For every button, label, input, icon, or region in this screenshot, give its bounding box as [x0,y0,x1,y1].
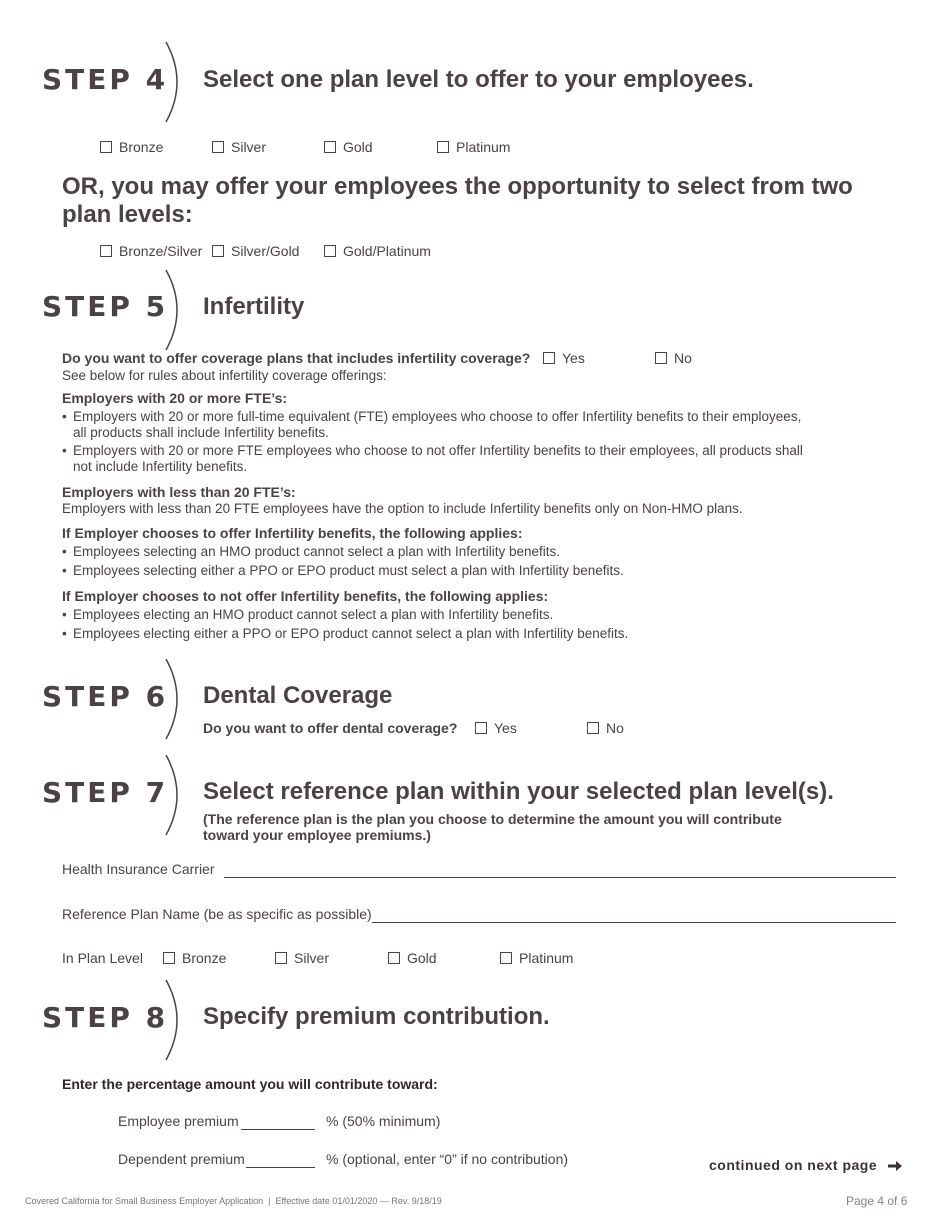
ref-level-bronze[interactable]: Bronze [163,950,226,966]
infertility-no[interactable]: No [655,350,692,366]
employee-premium-input[interactable] [241,1129,315,1130]
employee-premium-label: Employee premium [118,1113,239,1129]
step-5-divider [162,268,192,352]
infertility-rules-intro: See below for rules about infertility coverage offerings: [62,368,387,383]
or-two-plan-levels-heading: OR, you may offer your employees the opportunity to select from two plan levels: [62,173,853,228]
option-gold[interactable]: Gold [324,139,373,155]
dual-plan-level-options [100,243,500,263]
dental-yes[interactable]: Yes [475,720,517,736]
reference-plan-level-options [163,950,663,970]
offer-infertility-heading: If Employer chooses to offer Infertility benefits, the following applies: [62,525,523,541]
step-8-title: Specify premium contribution. [203,1003,550,1030]
group-20-plus-heading: Employers with 20 or more FTE’s: [62,390,288,406]
step-7-label: STEP 7 [42,776,169,809]
ref-level-gold[interactable]: Gold [388,950,437,966]
enter-percentage-heading: Enter the percentage amount you will contribute toward: [62,1076,438,1092]
footer-left: Covered California for Small Business Employer Application | Effective date 01/01/2020 — Rev. 9/18/19 [25,1196,442,1206]
bullet-item: • Employees selecting either a PPO or EPO product must select a plan with Infertility benefits. [62,563,624,578]
checkbox-icon[interactable] [543,352,555,364]
option-silver-gold[interactable]: Silver/Gold [212,243,299,259]
checkbox-icon[interactable] [437,141,449,153]
checkbox-icon[interactable] [212,141,224,153]
step-5-label: STEP 5 [42,290,169,323]
infertility-yes[interactable]: Yes [543,350,585,366]
bullet-item: • Employees selecting an HMO product cannot select a plan with Infertility benefits. [62,544,560,559]
infertility-question: Do you want to offer coverage plans that includes infertility coverage? [62,350,531,366]
step-7-divider [162,753,192,837]
step-6-title: Dental Coverage [203,682,393,709]
checkbox-icon[interactable] [500,952,512,964]
step-7-title: Select reference plan within your selected plan level(s). [203,778,834,805]
checkbox-icon[interactable] [388,952,400,964]
bullet-item: • Employers with 20 or more FTE employees who choose to not offer Infertility benefits to their employees, all products shall not include Infertility benefits. [62,443,803,474]
bullet-item: • Employees electing an HMO product cannot select a plan with Infertility benefits. [62,607,554,622]
checkbox-icon[interactable] [587,722,599,734]
group-less-than-20-text: Employers with less than 20 FTE employees have the option to include Infertility benefits only on Non-HMO plans. [62,501,743,516]
option-platinum[interactable]: Platinum [437,139,510,155]
option-bronze[interactable]: Bronze [100,139,163,155]
checkbox-icon[interactable] [275,952,287,964]
checkbox-icon[interactable] [100,245,112,257]
dental-question: Do you want to offer dental coverage? [203,720,458,736]
step-6-divider [162,657,192,741]
plan-level-label: In Plan Level [62,950,143,966]
checkbox-icon[interactable] [324,245,336,257]
infertility-answer-options [543,350,743,370]
checkbox-icon[interactable] [475,722,487,734]
carrier-label: Health Insurance Carrier [62,861,215,877]
step-7-subtitle-line-1: (The reference plan is the plan you choose to determine the amount you will contribute [203,811,782,827]
step-8-divider [162,978,192,1062]
checkbox-icon[interactable] [212,245,224,257]
single-plan-level-options [100,139,600,159]
dependent-premium-label: Dependent premium [118,1151,245,1167]
option-gold-platinum[interactable]: Gold/Platinum [324,243,431,259]
checkbox-icon[interactable] [163,952,175,964]
bullet-item: • Employers with 20 or more full-time equivalent (FTE) employees who choose to offer Infertility benefits to their employees, all products shall include Infertility benefits. [62,409,802,440]
dependent-premium-note: % (optional, enter “0” if no contribution) [326,1151,569,1167]
dental-no[interactable]: No [587,720,624,736]
step-4-divider [162,40,192,124]
checkbox-icon[interactable] [100,141,112,153]
step-4-title: Select one plan level to offer to your employees. [203,66,754,93]
dependent-premium-input[interactable] [246,1167,315,1168]
carrier-input[interactable] [224,877,896,878]
ref-level-platinum[interactable]: Platinum [500,950,573,966]
plan-name-label: Reference Plan Name (be as specific as possible) [62,906,372,922]
plan-name-input[interactable] [372,922,896,923]
step-8-label: STEP 8 [42,1001,169,1034]
ref-level-silver[interactable]: Silver [275,950,329,966]
bullet-item: • Employees electing either a PPO or EPO product cannot select a plan with Infertility benefits. [62,626,629,641]
step-4-label: STEP 4 [42,63,169,96]
group-less-than-20-heading: Employers with less than 20 FTE’s: [62,484,296,500]
page-number: Page 4 of 6 [846,1194,908,1208]
not-offer-infertility-heading: If Employer chooses to not offer Infertility benefits, the following applies: [62,588,549,604]
option-bronze-silver[interactable]: Bronze/Silver [100,243,202,259]
continued-note: continued on next page [709,1157,902,1173]
step-7-subtitle-line-2: toward your employee premiums.) [203,827,431,843]
arrow-right-icon [888,1161,902,1171]
option-silver[interactable]: Silver [212,139,266,155]
step-6-label: STEP 6 [42,680,169,713]
checkbox-icon[interactable] [655,352,667,364]
checkbox-icon[interactable] [324,141,336,153]
employee-premium-note: % (50% minimum) [326,1113,441,1129]
step-5-title: Infertility [203,293,305,320]
dental-answer-options [475,720,675,740]
